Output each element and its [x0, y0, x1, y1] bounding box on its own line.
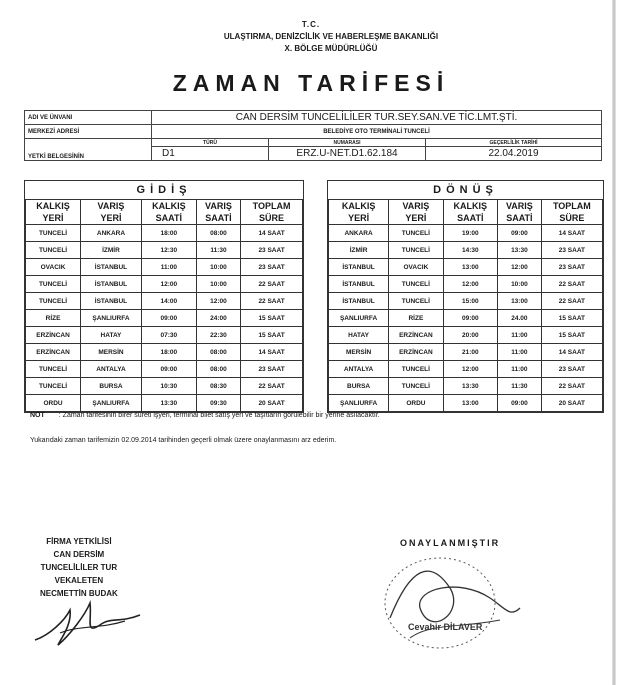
header-tc: T.C.	[301, 20, 321, 29]
outbound-cell: TUNCELİ	[26, 276, 81, 293]
table-row	[329, 327, 603, 344]
table-row	[329, 276, 603, 293]
outbound-table	[25, 199, 303, 412]
return-cell: TUNCELİ	[389, 293, 443, 310]
value-validity: 22.04.2019	[426, 147, 602, 161]
return-cell: TUNCELİ	[389, 378, 443, 395]
return-header-cell: KALKIŞ	[329, 200, 389, 213]
return-header-cell: KALKIŞ	[443, 200, 497, 213]
return-cell: 13:00	[443, 395, 497, 412]
outbound-cell: 18:00	[141, 225, 196, 242]
return-cell: ORDU	[389, 395, 443, 412]
value-address: BELEDİYE OTO TERMİNALİ TUNCELİ	[152, 125, 602, 139]
outbound-cell: 22 SAAT	[241, 293, 303, 310]
return-cell: İSTANBUL	[329, 259, 389, 276]
value-number: ERZ.U-NET.D1.62.184	[269, 147, 426, 161]
table-row	[26, 310, 303, 327]
note-text: : Zaman tarifesinin birer sureti işyeri, terminal bilet satış yeri ve taşıtların görülebilir bir yerine asılacaktır.	[58, 412, 380, 419]
firm-line-1: FİRMA YETKİLİSİ	[46, 537, 112, 546]
table-row	[26, 327, 303, 344]
return-cell: OVACIK	[389, 259, 443, 276]
table-row	[26, 242, 303, 259]
table-row	[329, 344, 603, 361]
return-header-cell: VARIŞ	[389, 200, 443, 213]
outbound-cell: İSTANBUL	[81, 276, 142, 293]
table-row	[26, 361, 303, 378]
outbound-cell: TUNCELİ	[26, 225, 81, 242]
return-cell: 19:00	[443, 225, 497, 242]
outbound-cell: 18:00	[141, 344, 196, 361]
table-row	[329, 259, 603, 276]
return-cell: ERZİNCAN	[389, 344, 443, 361]
outbound-cell: 24:00	[196, 310, 240, 327]
return-cell: ŞANLIURFA	[329, 310, 389, 327]
outbound-cell: ANTALYA	[81, 361, 142, 378]
table-row	[329, 310, 603, 327]
return-cell: TUNCELİ	[389, 276, 443, 293]
return-header	[329, 200, 603, 225]
return-cell: 20:00	[443, 327, 497, 344]
note	[30, 412, 380, 419]
return-header-cell: VARIŞ	[497, 200, 541, 213]
caption-type: TÜRÜ	[152, 139, 269, 147]
return-cell: ERZİNCAN	[389, 327, 443, 344]
outbound-cell: RİZE	[26, 310, 81, 327]
return-cell: TUNCELİ	[389, 242, 443, 259]
company-info-table	[24, 110, 602, 161]
return-cell: HATAY	[329, 327, 389, 344]
outbound-cell: 08:30	[196, 378, 240, 395]
table-row	[329, 395, 603, 412]
return-cell: 13:00	[497, 293, 541, 310]
return-cell: 10:00	[497, 276, 541, 293]
outbound-header-row	[26, 200, 303, 213]
value-name: CAN DERSİM TUNCELİLİLER TUR.SEY.SAN.VE TİC.LMT.ŞTİ.	[152, 111, 602, 125]
outbound-cell: MERSİN	[81, 344, 142, 361]
return-cell: 12:00	[497, 259, 541, 276]
return-cell: ŞANLIURFA	[329, 395, 389, 412]
return-cell: 09:00	[497, 225, 541, 242]
note-label: NOT	[30, 412, 45, 419]
scan-edge	[612, 0, 616, 685]
outbound-cell: 10:00	[196, 276, 240, 293]
table-row	[329, 242, 603, 259]
outbound-header-cell: YERİ	[26, 212, 81, 225]
return-header-cell: TOPLAM	[541, 200, 602, 213]
outbound-cell: TUNCELİ	[26, 361, 81, 378]
firm-signature	[30, 595, 145, 650]
outbound-cell: 10:30	[141, 378, 196, 395]
return-header-cell: YERİ	[329, 212, 389, 225]
return-cell: İSTANBUL	[329, 293, 389, 310]
return-title: DÖNÜŞ	[433, 184, 498, 196]
return-table	[328, 199, 603, 412]
return-cell: 14:30	[443, 242, 497, 259]
return-cell: 22 SAAT	[541, 276, 602, 293]
table-row	[26, 395, 303, 412]
outbound-cell: 13:30	[141, 395, 196, 412]
return-cell: 23 SAAT	[541, 259, 602, 276]
outbound-cell: TUNCELİ	[26, 378, 81, 395]
table-row	[329, 361, 603, 378]
outbound-cell: BURSA	[81, 378, 142, 395]
return-cell: 11:00	[497, 327, 541, 344]
outbound-cell: OVACIK	[26, 259, 81, 276]
official-stamp-signature	[370, 548, 530, 658]
return-header-row	[329, 212, 603, 225]
table-row	[329, 378, 603, 395]
return-cell: 13:30	[497, 242, 541, 259]
return-cell: ANKARA	[329, 225, 389, 242]
outbound-cell: 12:00	[196, 293, 240, 310]
outbound-cell: 23 SAAT	[241, 361, 303, 378]
return-header-cell: SAATİ	[497, 212, 541, 225]
header-directorate: X. BÖLGE MÜDÜRLÜĞÜ	[284, 44, 378, 53]
return-cell: 20 SAAT	[541, 395, 602, 412]
outbound-cell: ANKARA	[81, 225, 142, 242]
outbound-cell: ERZİNCAN	[26, 327, 81, 344]
return-cell: İZMİR	[329, 242, 389, 259]
outbound-cell: 14 SAAT	[241, 344, 303, 361]
outbound-cell: 23 SAAT	[241, 242, 303, 259]
return-cell: 24.00	[497, 310, 541, 327]
outbound-cell: ŞANLIURFA	[81, 395, 142, 412]
return-header-cell: SAATİ	[443, 212, 497, 225]
return-cell: 22 SAAT	[541, 293, 602, 310]
outbound-body	[26, 225, 303, 412]
value-type: D1	[152, 147, 269, 161]
outbound-cell: 08:00	[196, 344, 240, 361]
firm-line-5: NECMETTİN BUDAK	[40, 589, 118, 598]
outbound-cell: 15 SAAT	[241, 310, 303, 327]
return-cell: 12:00	[443, 361, 497, 378]
return-cell: 13:00	[443, 259, 497, 276]
outbound-cell: İSTANBUL	[81, 293, 142, 310]
return-cell: MERSİN	[329, 344, 389, 361]
outbound-header-cell: VARIŞ	[196, 200, 240, 213]
caption-validity: GEÇERLİLİK TARİHİ	[426, 139, 602, 147]
table-row	[329, 225, 603, 242]
return-cell: 13:30	[443, 378, 497, 395]
return-cell: RİZE	[389, 310, 443, 327]
return-cell: 09:00	[497, 395, 541, 412]
outbound-header-cell: YERİ	[81, 212, 142, 225]
outbound-cell: 14:00	[141, 293, 196, 310]
header-ministry: ULAŞTIRMA, DENİZCİLİK VE HABERLEŞME BAKANLIĞI	[223, 32, 439, 41]
firm-signature-block	[40, 535, 118, 600]
table-row	[329, 293, 603, 310]
return-cell: 14 SAAT	[541, 225, 602, 242]
return-cell: 14 SAAT	[541, 344, 602, 361]
return-header-row	[329, 200, 603, 213]
return-header-cell: SÜRE	[541, 212, 602, 225]
return-cell: 23 SAAT	[541, 242, 602, 259]
table-row	[26, 344, 303, 361]
outbound-header	[26, 200, 303, 225]
outbound-cell: 22:30	[196, 327, 240, 344]
outbound-cell: 08:00	[196, 225, 240, 242]
outbound-cell: 10:00	[196, 259, 240, 276]
outbound-cell: 11:30	[196, 242, 240, 259]
outbound-cell: 08:00	[196, 361, 240, 378]
firm-line-3: TUNCELİLİLER TUR	[40, 563, 118, 572]
outbound-header-cell: SAATİ	[196, 212, 240, 225]
return-cell: 15 SAAT	[541, 310, 602, 327]
label-authority: YETKİ BELGESİNİN	[25, 139, 152, 161]
return-body	[329, 225, 603, 412]
outbound-schedule	[24, 180, 304, 413]
table-row	[26, 259, 303, 276]
firm-line-4: VEKALETEN	[54, 576, 104, 585]
return-cell: 21:00	[443, 344, 497, 361]
outbound-header-cell: SAATİ	[141, 212, 196, 225]
outbound-header-cell: TOPLAM	[241, 200, 303, 213]
outbound-cell: ERZİNCAN	[26, 344, 81, 361]
outbound-header-cell: KALKIŞ	[141, 200, 196, 213]
firm-line-2: CAN DERSİM	[53, 550, 105, 559]
outbound-cell: İSTANBUL	[81, 259, 142, 276]
table-row	[26, 276, 303, 293]
caption-number: NUMARASI	[269, 139, 426, 147]
outbound-cell: 15 SAAT	[241, 327, 303, 344]
outbound-cell: 23 SAAT	[241, 259, 303, 276]
table-row	[26, 225, 303, 242]
outbound-header-cell: KALKIŞ	[26, 200, 81, 213]
return-cell: 09:00	[443, 310, 497, 327]
outbound-cell: 09:00	[141, 361, 196, 378]
return-schedule	[327, 180, 604, 413]
return-cell: 11:00	[497, 361, 541, 378]
outbound-cell: 20 SAAT	[241, 395, 303, 412]
return-cell: TUNCELİ	[389, 361, 443, 378]
outbound-cell: 14 SAAT	[241, 225, 303, 242]
return-cell: İSTANBUL	[329, 276, 389, 293]
label-address: MERKEZİ ADRESİ	[25, 125, 152, 139]
outbound-title: GİDİŞ	[136, 184, 192, 196]
outbound-header-row	[26, 212, 303, 225]
table-row	[26, 293, 303, 310]
outbound-cell: 12:30	[141, 242, 196, 259]
return-cell: 11:30	[497, 378, 541, 395]
return-cell: BURSA	[329, 378, 389, 395]
return-cell: 22 SAAT	[541, 378, 602, 395]
return-cell: TUNCELİ	[389, 225, 443, 242]
return-cell: 23 SAAT	[541, 361, 602, 378]
outbound-cell: ŞANLIURFA	[81, 310, 142, 327]
outbound-cell: 12:00	[141, 276, 196, 293]
return-cell: 15:00	[443, 293, 497, 310]
outbound-cell: 09:00	[141, 310, 196, 327]
return-cell: 15 SAAT	[541, 327, 602, 344]
label-name: ADI VE ÜNVANI	[25, 111, 152, 125]
table-row	[26, 378, 303, 395]
outbound-header-cell: SÜRE	[241, 212, 303, 225]
outbound-cell: 11:00	[141, 259, 196, 276]
outbound-cell: HATAY	[81, 327, 142, 344]
official-name: Cevahir DİLAVER	[408, 622, 483, 632]
approval-request: Yukarıdaki zaman tarifemizin 02.09.2014 tarihinden geçerli olmak üzere onaylanmasını arz ederim.	[30, 437, 337, 444]
outbound-cell: 09:30	[196, 395, 240, 412]
document-title: ZAMAN TARİFESİ	[172, 70, 450, 96]
approved-label: ONAYLANMIŞTIR	[400, 538, 501, 548]
outbound-cell: İZMİR	[81, 242, 142, 259]
outbound-cell: 22 SAAT	[241, 378, 303, 395]
outbound-cell: TUNCELİ	[26, 242, 81, 259]
outbound-header-cell: VARIŞ	[81, 200, 142, 213]
outbound-cell: 22 SAAT	[241, 276, 303, 293]
outbound-cell: ORDU	[26, 395, 81, 412]
return-cell: 11:00	[497, 344, 541, 361]
return-cell: ANTALYA	[329, 361, 389, 378]
return-header-cell: YERİ	[389, 212, 443, 225]
outbound-cell: TUNCELİ	[26, 293, 81, 310]
return-cell: 12:00	[443, 276, 497, 293]
outbound-cell: 07:30	[141, 327, 196, 344]
